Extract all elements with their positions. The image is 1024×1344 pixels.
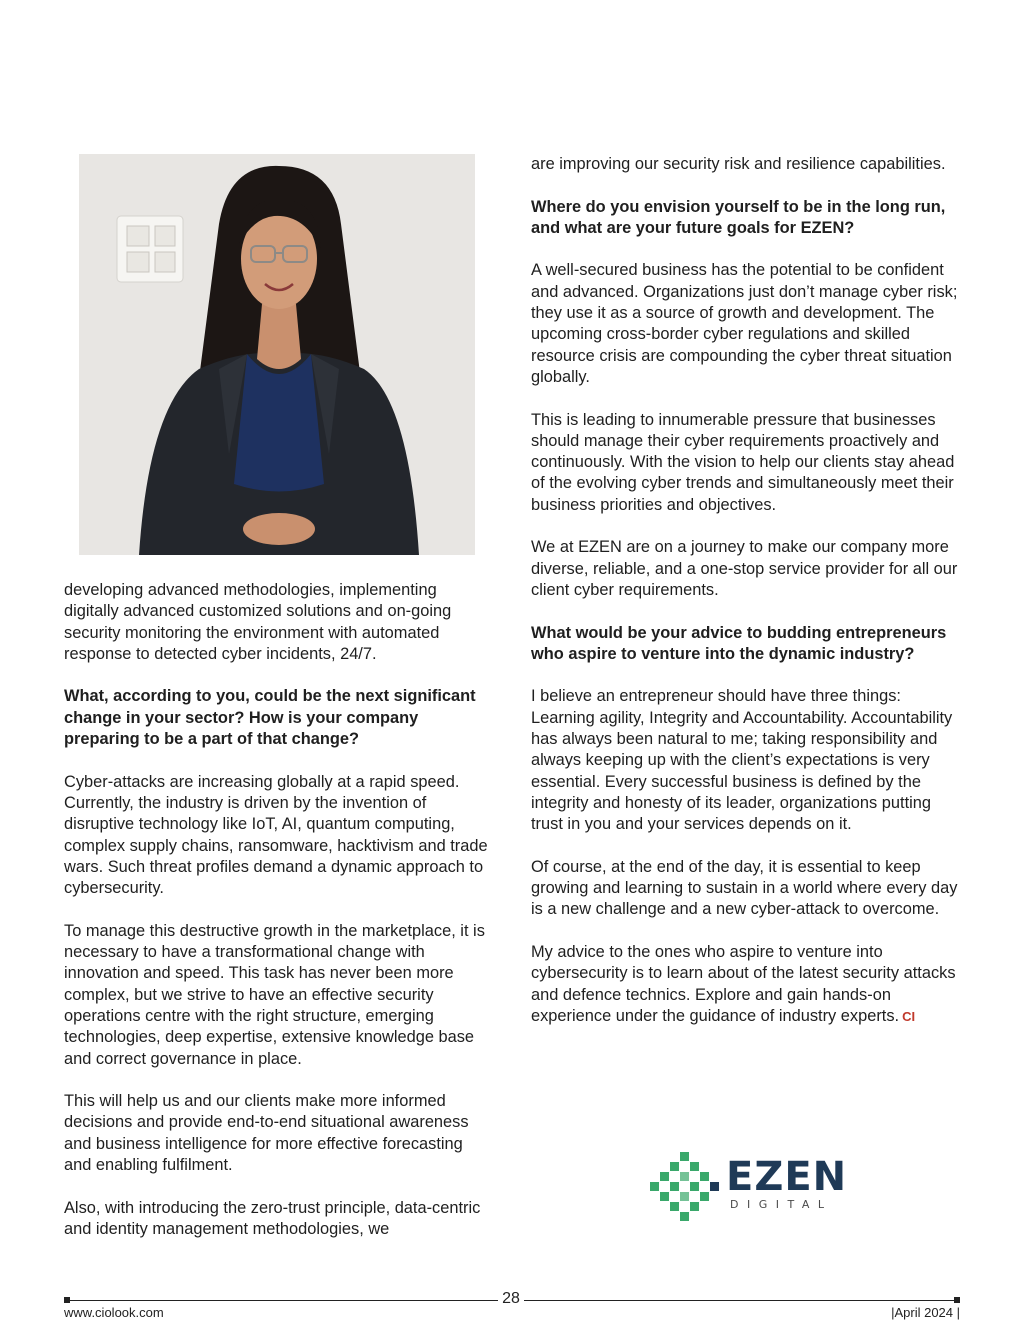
ezen-digital-logo <box>650 1148 850 1223</box>
paragraph: I believe an entrepreneur should have three things: Learning agility, Integrity and Accountability. Accountability has always been natural to me; taking responsibility and always keeping up with the client’s expectations is very essential. Every successful business is defined by the integrity and honesty of its leader, organizations putting trust in you and your services depends on it. <box>531 687 953 834</box>
paragraph: This is leading to innumerable pressure that businesses should manage their cyber requirements proactively and continuously. With the vision to help our clients stay ahead of the evolving cyber trends and simultaneously meet their business priorities and objectives. <box>531 410 955 514</box>
paragraph: developing advanced methodologies, implementing digitally advanced customized solutions and on-going security monitoring the environment with automated response to detected cyber incidents, 24/7. <box>64 581 452 663</box>
footer-rule-left <box>64 1300 498 1301</box>
logo-mark-icon <box>650 1152 720 1222</box>
page-number: 28 <box>502 1290 520 1307</box>
paragraph-final-text: My advice to the ones who aspire to venture into cybersecurity is to learn about of the latest security attacks and defence technics. Explore and gain hands-on experience under the guidance of industry experts. <box>531 942 956 1025</box>
left-column <box>64 580 489 1262</box>
paragraph: are improving our security risk and resilience capabilities. <box>531 155 946 173</box>
logo-subtitle: DIGITAL <box>730 1198 833 1211</box>
paragraph: A well-secured business has the potential to be confident and advanced. Organizations just don’t manage cyber risk; they use it as a source of growth and development. The upcoming cross-border cyber regulations and skilled resource crisis are compounding the cyber threat situation globally. <box>531 261 958 386</box>
interview-question: Where do you envision yourself to be in the long run, and what are your future goals for EZEN? <box>531 197 946 237</box>
paragraph: This will help us and our clients make more informed decisions and provide end-to-end situational awareness and business intelligence for more effective forecasting and enabling fulfilment. <box>64 1092 469 1175</box>
paragraph: We at EZEN are on a journey to make our company more diverse, reliable, and a one-stop service provider for all our client cyber requirements. <box>531 538 958 599</box>
paragraph: Also, with introducing the zero-trust principle, data-centric and identity management methodologies, we <box>64 1198 481 1238</box>
interview-question: What, according to you, could be the next significant change in your sector? How is your company preparing to be a part of that change? <box>64 687 476 749</box>
footer-issue-date: |April 2024 | <box>891 1305 960 1320</box>
footer-dot-left <box>64 1297 70 1303</box>
portrait-photo <box>79 154 475 555</box>
footer-rule-right <box>524 1300 960 1301</box>
paragraph-final <box>531 942 961 1027</box>
footer-dot-right <box>954 1297 960 1303</box>
logo-wordmark: EZEN <box>726 1154 848 1200</box>
end-mark-icon: CI <box>902 1008 916 1024</box>
paragraph: To manage this destructive growth in the marketplace, it is necessary to have a transformational change with innovation and speed. This task has never been more complex, but we strive to have an effective security operations centre with the right structure, emerging technologies, deep expertise, extensive knowledge base and correct governance in place. <box>64 921 485 1068</box>
paragraph: Cyber-attacks are increasing globally at a rapid speed. Currently, the industry is driven by the invention of disruptive technology like IoT, AI, quantum computing, complex supply chains, ransomware, hacktivism and trade wars. Such threat profiles demand a dynamic approach to cybersecurity. <box>64 772 488 898</box>
interview-question: What would be your advice to budding entrepreneurs who aspire to venture into the dynamic industry? <box>531 623 947 663</box>
right-column <box>531 154 961 1048</box>
paragraph: Of course, at the end of the day, it is essential to keep growing and learning to sustain in a world where every day is a new challenge and a new cyber-attack to overcome. <box>531 857 958 919</box>
footer-website-link[interactable]: www.ciolook.com <box>64 1305 164 1320</box>
